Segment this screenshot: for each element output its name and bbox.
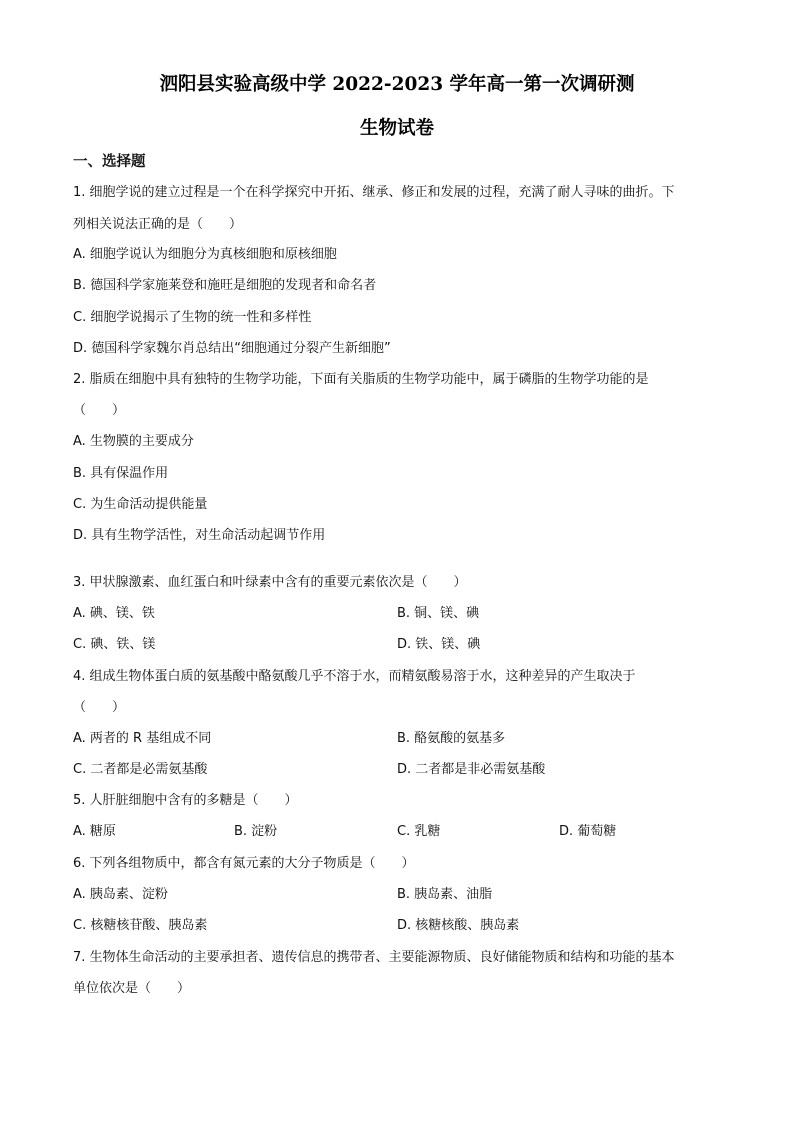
question-4-option-a: A. 两者的 R 基组成不同	[73, 731, 212, 746]
question-3-option-b: B. 铜、镁、碘	[397, 606, 480, 621]
question-7-stem-line-1: 7. 生物体生命活动的主要承担者、遗传信息的携带者、主要能源物质、良好储能物质和结构和功能的基本	[73, 950, 675, 965]
question-7-stem-line-2: 单位依次是（ ）	[73, 981, 191, 996]
question-2-stem-line-2: （ ）	[73, 403, 126, 418]
question-5-option-c: C. 乳糖	[397, 824, 441, 839]
exam-subtitle: 生物试卷	[359, 118, 434, 139]
question-1-option-b: B. 德国科学家施莱登和施旺是细胞的发现者和命名者	[73, 278, 377, 293]
question-4-option-c: C. 二者都是必需氨基酸	[73, 762, 208, 777]
exam-title: 泗阳县实验高级中学 2022-2023 学年高一第一次调研测	[159, 74, 635, 95]
question-4-stem-line-1: 4. 组成生物体蛋白质的氨基酸中酪氨酸几乎不溶于水，而精氨酸易溶于水，这种差异的产生取决于	[73, 669, 636, 684]
question-2-option-b: B. 具有保温作用	[73, 466, 169, 481]
question-2-option-c: C. 为生命活动提供能量	[73, 497, 208, 512]
question-6-option-d: D. 核糖核酸、胰岛素	[397, 918, 520, 933]
question-1-option-d: D. 德国科学家魏尔肖总结出“细胞通过分裂产生新细胞”	[73, 341, 391, 356]
question-1-stem-line-1: 1. 细胞学说的建立过程是一个在科学探究中开拓、继承、修正和发展的过程，充满了耐人寻味的曲折。下	[73, 185, 675, 200]
question-6-option-c: C. 核糖核苷酸、胰岛素	[73, 918, 208, 933]
question-6-stem: 6. 下列各组物质中，都含有氮元素的大分子物质是（ ）	[73, 856, 415, 871]
question-4-option-b: B. 酪氨酸的氨基多	[397, 731, 506, 746]
question-5-option-d: D. 葡萄糖	[559, 824, 617, 839]
question-1-stem-line-2: 列相关说法正确的是（ ）	[73, 217, 243, 232]
question-4-option-d: D. 二者都是非必需氨基酸	[397, 762, 546, 777]
question-3-option-d: D. 铁、镁、碘	[397, 637, 481, 652]
question-5-option-a: A. 糖原	[73, 824, 116, 839]
question-3-option-c: C. 碘、铁、镁	[73, 637, 156, 652]
question-1-option-a: A. 细胞学说认为细胞分为真核细胞和原核细胞	[73, 247, 337, 262]
question-3-stem: 3. 甲状腺激素、血红蛋白和叶绿素中含有的重要元素依次是（ ）	[73, 575, 467, 590]
question-3-option-a: A. 碘、镁、铁	[73, 606, 155, 621]
question-6-option-a: A. 胰岛素、淀粉	[73, 887, 168, 902]
question-2-option-a: A. 生物膜的主要成分	[73, 434, 194, 449]
question-5-stem: 5. 人肝脏细胞中含有的多糖是（ ）	[73, 793, 298, 808]
question-5-option-b: B. 淀粉	[234, 824, 278, 839]
question-2-option-d: D. 具有生物学活性，对生命活动起调节作用	[73, 528, 326, 543]
question-2-stem-line-1: 2. 脂质在细胞中具有独特的生物学功能，下面有关脂质的生物学功能中，属于磷脂的生物学功能的是	[73, 372, 649, 387]
question-4-stem-line-2: （ ）	[73, 700, 126, 715]
question-6-option-b: B. 胰岛素、油脂	[397, 887, 493, 902]
question-1-option-c: C. 细胞学说揭示了生物的统一性和多样性	[73, 310, 312, 325]
section-heading: 一、选择题	[73, 154, 146, 170]
